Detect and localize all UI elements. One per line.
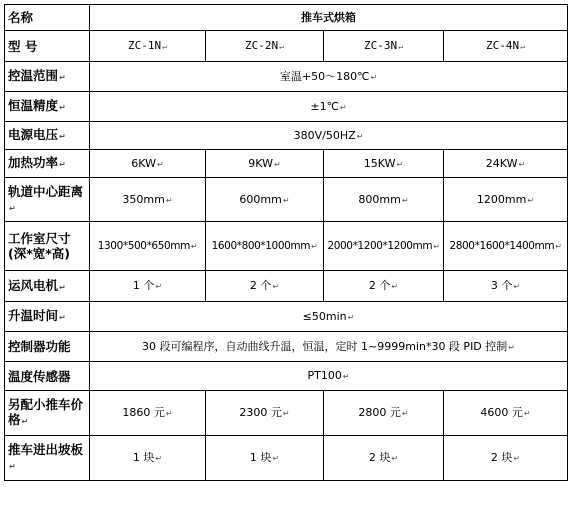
table-cell: 1600*800*1000mm↵ bbox=[206, 222, 324, 271]
table-cell: 1860 元↵ bbox=[90, 391, 206, 436]
table-cell: 2 块↵ bbox=[444, 436, 568, 481]
table-row bbox=[5, 62, 568, 92]
return-mark-icon: ↵ bbox=[370, 72, 378, 82]
table-cell: 1200mm↵ bbox=[444, 178, 568, 222]
return-mark-icon: ↵ bbox=[9, 203, 16, 213]
return-mark-icon: ↵ bbox=[9, 462, 16, 471]
return-mark-icon: ↵ bbox=[59, 73, 66, 82]
table-row bbox=[5, 332, 568, 362]
return-mark-icon: ↵ bbox=[356, 131, 364, 141]
table-cell: 2 块↵ bbox=[324, 436, 444, 481]
return-mark-icon: ↵ bbox=[513, 454, 521, 463]
table-row bbox=[5, 150, 568, 178]
return-mark-icon: ↵ bbox=[165, 409, 173, 418]
return-mark-icon: ↵ bbox=[523, 409, 531, 418]
table-cell: 2800*1600*1400mm↵ bbox=[444, 222, 568, 271]
table-cell: 1 个↵ bbox=[90, 271, 206, 302]
table-row bbox=[5, 436, 568, 481]
row-label: 控温范围↵ bbox=[5, 62, 90, 92]
row-label: 加热功率↵ bbox=[5, 150, 90, 178]
row-label: 型 号 bbox=[5, 31, 90, 62]
return-mark-icon: ↵ bbox=[279, 42, 284, 51]
return-mark-icon: ↵ bbox=[311, 241, 318, 251]
return-mark-icon: ↵ bbox=[401, 195, 409, 205]
return-mark-icon: ↵ bbox=[518, 159, 526, 169]
table-cell: 室温+50～180℃↵ bbox=[90, 62, 568, 92]
return-mark-icon: ↵ bbox=[282, 195, 290, 205]
table-cell: ±1℃↵ bbox=[90, 92, 568, 122]
return-mark-icon: ↵ bbox=[272, 454, 280, 463]
row-label: 轨道中心距离↵ bbox=[5, 178, 90, 222]
return-mark-icon: ↵ bbox=[59, 282, 66, 292]
table-cell: 推车式烘箱 bbox=[90, 5, 568, 31]
row-label: 另配小推车价格↵ bbox=[5, 391, 90, 436]
table-cell: ZC-1N↵ bbox=[90, 31, 206, 62]
table-cell: 2300 元↵ bbox=[206, 391, 324, 436]
table-cell: 30 段可编程序，自动曲线升温，恒温，定时 1~9999min*30 段 PID 控制↵ bbox=[90, 332, 568, 362]
row-label: 名称 bbox=[5, 5, 90, 31]
row-label: 恒温精度↵ bbox=[5, 92, 90, 122]
table-row bbox=[5, 271, 568, 302]
table-row bbox=[5, 391, 568, 436]
return-mark-icon: ↵ bbox=[59, 313, 66, 322]
return-mark-icon: ↵ bbox=[274, 159, 281, 169]
return-mark-icon: ↵ bbox=[398, 42, 403, 51]
table-cell: 9KW↵ bbox=[206, 150, 324, 178]
return-mark-icon: ↵ bbox=[59, 160, 66, 169]
table-cell: 2 个↵ bbox=[206, 271, 324, 302]
row-label: 电源电压↵ bbox=[5, 122, 90, 150]
row-label: 运风电机↵ bbox=[5, 271, 90, 302]
row-label: 温度传感器 bbox=[5, 362, 90, 391]
return-mark-icon: ↵ bbox=[396, 159, 404, 169]
table-row bbox=[5, 122, 568, 150]
return-mark-icon: ↵ bbox=[508, 342, 515, 352]
table-cell: 24KW↵ bbox=[444, 150, 568, 178]
return-mark-icon: ↵ bbox=[155, 454, 163, 463]
return-mark-icon: ↵ bbox=[391, 282, 399, 291]
return-mark-icon: ↵ bbox=[527, 195, 535, 205]
table-cell: 350mm↵ bbox=[90, 178, 206, 222]
table-cell: PT100↵ bbox=[90, 362, 568, 391]
return-mark-icon: ↵ bbox=[401, 409, 409, 418]
table-cell: 1 块↵ bbox=[206, 436, 324, 481]
table-row bbox=[5, 222, 568, 271]
table-cell: 380V/50HZ↵ bbox=[90, 122, 568, 150]
return-mark-icon: ↵ bbox=[155, 282, 163, 291]
table-cell: 1300*500*650mm↵ bbox=[90, 222, 206, 271]
return-mark-icon: ↵ bbox=[347, 312, 355, 322]
return-mark-icon: ↵ bbox=[59, 103, 66, 112]
row-label: 控制器功能 bbox=[5, 332, 90, 362]
table-cell: 15KW↵ bbox=[324, 150, 444, 178]
table-cell: 2800 元↵ bbox=[324, 391, 444, 436]
return-mark-icon: ↵ bbox=[162, 42, 167, 51]
return-mark-icon: ↵ bbox=[190, 241, 198, 251]
return-mark-icon: ↵ bbox=[520, 42, 525, 51]
table-row bbox=[5, 302, 568, 332]
return-mark-icon: ↵ bbox=[342, 372, 350, 381]
table-row bbox=[5, 5, 568, 31]
table-row bbox=[5, 178, 568, 222]
table-cell: ≤50min↵ bbox=[90, 302, 568, 332]
row-label: 推车进出坡板↵ bbox=[5, 436, 90, 481]
table-cell: 3 个↵ bbox=[444, 271, 568, 302]
table-cell: ZC-2N↵ bbox=[206, 31, 324, 62]
return-mark-icon: ↵ bbox=[339, 102, 347, 112]
table-cell: 600mm↵ bbox=[206, 178, 324, 222]
row-label: 升温时间↵ bbox=[5, 302, 90, 332]
return-mark-icon: ↵ bbox=[157, 159, 164, 169]
return-mark-icon: ↵ bbox=[555, 241, 562, 251]
table-row bbox=[5, 92, 568, 122]
return-mark-icon: ↵ bbox=[433, 241, 440, 251]
return-mark-icon: ↵ bbox=[59, 132, 66, 141]
return-mark-icon: ↵ bbox=[165, 195, 173, 205]
return-mark-icon: ↵ bbox=[391, 454, 399, 463]
table-row bbox=[5, 31, 568, 62]
table-cell: 800mm↵ bbox=[324, 178, 444, 222]
table-cell: 1 块↵ bbox=[90, 436, 206, 481]
return-mark-icon: ↵ bbox=[21, 417, 29, 426]
table-cell: 2000*1200*1200mm↵ bbox=[324, 222, 444, 271]
table-cell: 4600 元↵ bbox=[444, 391, 568, 436]
return-mark-icon: ↵ bbox=[282, 409, 290, 418]
row-label: 工作室尺寸(深*宽*高) bbox=[5, 222, 90, 271]
return-mark-icon: ↵ bbox=[513, 282, 521, 291]
table-cell: ZC-4N↵ bbox=[444, 31, 568, 62]
return-mark-icon: ↵ bbox=[272, 282, 280, 291]
spec-table bbox=[4, 4, 568, 481]
table-cell: 2 个↵ bbox=[324, 271, 444, 302]
table-cell: 6KW↵ bbox=[90, 150, 206, 178]
table-row bbox=[5, 362, 568, 391]
table-cell: ZC-3N↵ bbox=[324, 31, 444, 62]
